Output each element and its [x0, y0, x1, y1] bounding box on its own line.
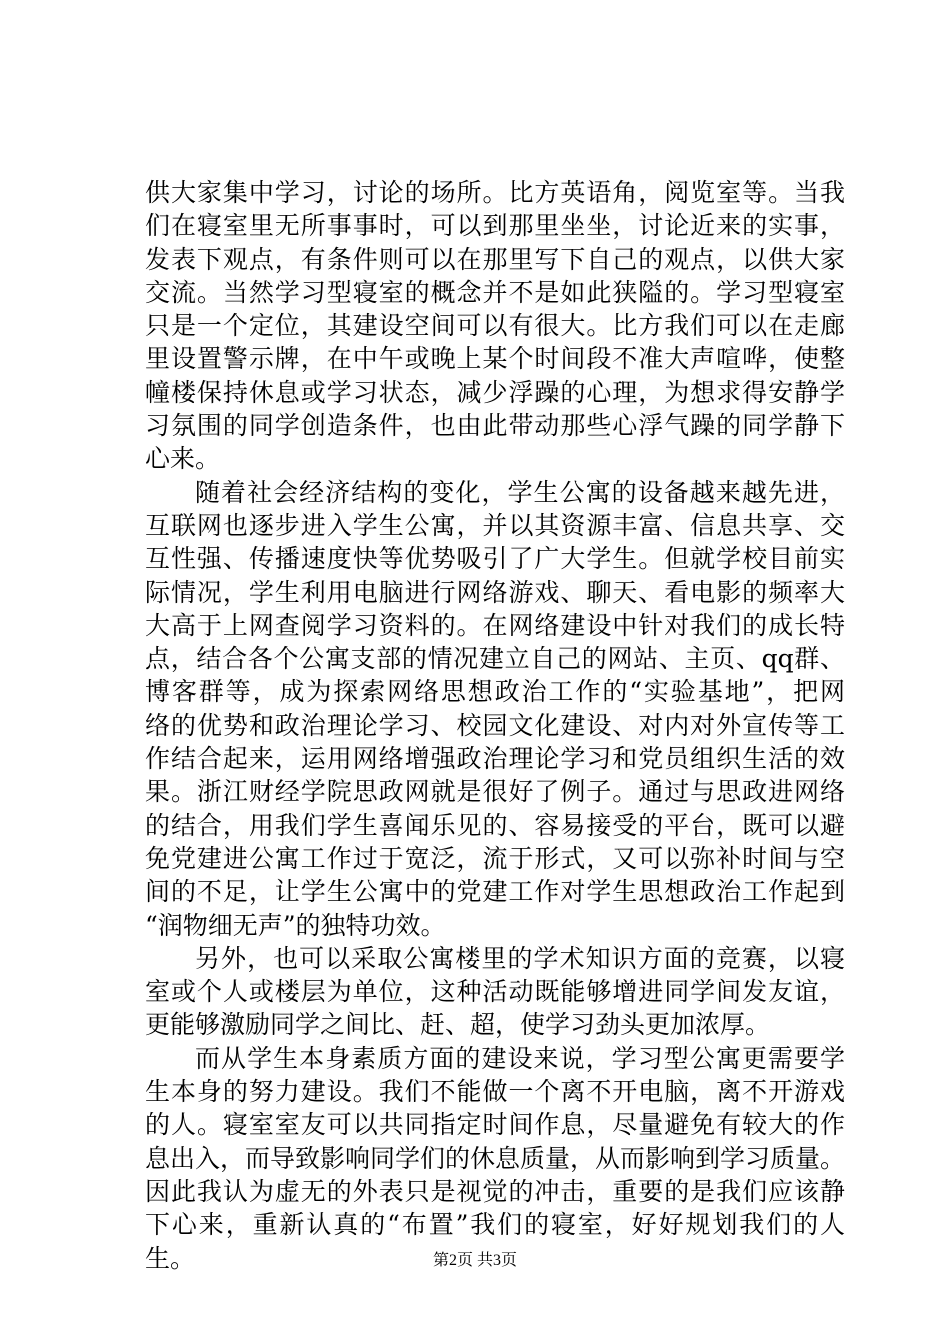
text-line: 互性强、传播速度快等优势吸引了广大学生。但就学校目前实 [145, 544, 845, 574]
text-line: 供大家集中学习，讨论的场所。比方英语角，阅览室等。当我 [145, 178, 845, 207]
text-line: “润物细无声”的独特功效。 [145, 910, 446, 940]
paragraph [145, 176, 845, 476]
text-line: 络的优势和政治理论学习、校园文化建设、对内对外宣传等工 [145, 710, 845, 740]
text-line: 幢楼保持休息或学习状态，减少浮躁的心理，为想求得安静学 [145, 377, 845, 407]
text-line: 发表下观点，有条件则可以在那里写下自己的观点，以供大家 [145, 244, 845, 274]
text-line: 交流。当然学习型寝室的概念并不是如此狭隘的。学习型寝室 [145, 277, 845, 307]
text-line: 生。 [145, 1243, 196, 1273]
text-line: 息出入，而导致影响同学们的休息质量，从而影响到学习质量。 [145, 1143, 846, 1173]
paragraph [145, 942, 845, 1042]
text-line: 们在寝室里无所事事时，可以到那里坐坐，讨论近来的实事， [145, 211, 845, 241]
text-line: 博客群等，成为探索网络思想政治工作的“实验基地”，把网 [145, 677, 845, 707]
text-line: 生本身的努力建设。我们不能做一个离不开电脑，离不开游戏 [145, 1077, 845, 1107]
text-line: 免党建进公寓工作过于宽泛，流于形式，又可以弥补时间与空 [145, 843, 845, 873]
text-line: 另外，也可以采取公寓楼里的学术知识方面的竞赛，以寝 [195, 943, 845, 973]
text-line: 室或个人或楼层为单位，这种活动既能够增进同学间发友谊， [145, 977, 845, 1007]
text-line: 互联网也逐步进入学生公寓，并以其资源丰富、信息共享、交 [145, 510, 845, 540]
text-line: 作结合起来，运用网络增强政治理论学习和党员组织生活的效 [145, 744, 845, 774]
text-line: 更能够激励同学之间比、赶、超，使学习劲头更加浓厚。 [145, 1010, 771, 1040]
text-line: 的人。寝室室友可以共同指定时间作息，尽量避免有较大的作 [145, 1110, 845, 1140]
text-line: 心来。 [145, 444, 221, 474]
text-line: 而从学生本身素质方面的建设来说，学习型公寓更需要学 [195, 1043, 845, 1073]
text-line: 点，结合各个公寓支部的情况建立自己的网站、主页、qq群、 [145, 644, 845, 674]
text-line: 间的不足，让学生公寓中的党建工作对学生思想政治工作起到 [145, 877, 845, 907]
text-line: 的结合，用我们学生喜闻乐见的、容易接受的平台，既可以避 [145, 810, 845, 840]
text-line: 际情况，学生利用电脑进行网络游戏、聊天、看电影的频率大 [145, 577, 845, 607]
paragraph [145, 476, 845, 942]
text-line: 因此我认为虚无的外表只是视觉的冲击，重要的是我们应该静 [145, 1176, 845, 1206]
page-number: 第2页 共3页 [432, 1252, 517, 1269]
text-line: 习氛围的同学创造条件，也由此带动那些心浮气躁的同学静下 [145, 411, 845, 441]
paragraph [145, 1042, 845, 1275]
text-line: 大高于上网查阅学习资料的。在网络建设中针对我们的成长特 [145, 610, 845, 640]
text-line: 果。浙江财经学院思政网就是很好了例子。通过与思政进网络 [145, 777, 845, 807]
text-line: 里设置警示牌，在中午或晚上某个时间段不准大声喧哗，使整 [145, 344, 845, 374]
document-body [145, 176, 845, 1275]
text-line: 只是一个定位，其建设空间可以有很大。比方我们可以在走廊 [145, 311, 845, 341]
text-line: 下心来，重新认真的“布置”我们的寝室，好好规划我们的人 [145, 1210, 845, 1240]
text-line: 随着社会经济结构的变化，学生公寓的设备越来越先进， [195, 477, 845, 507]
